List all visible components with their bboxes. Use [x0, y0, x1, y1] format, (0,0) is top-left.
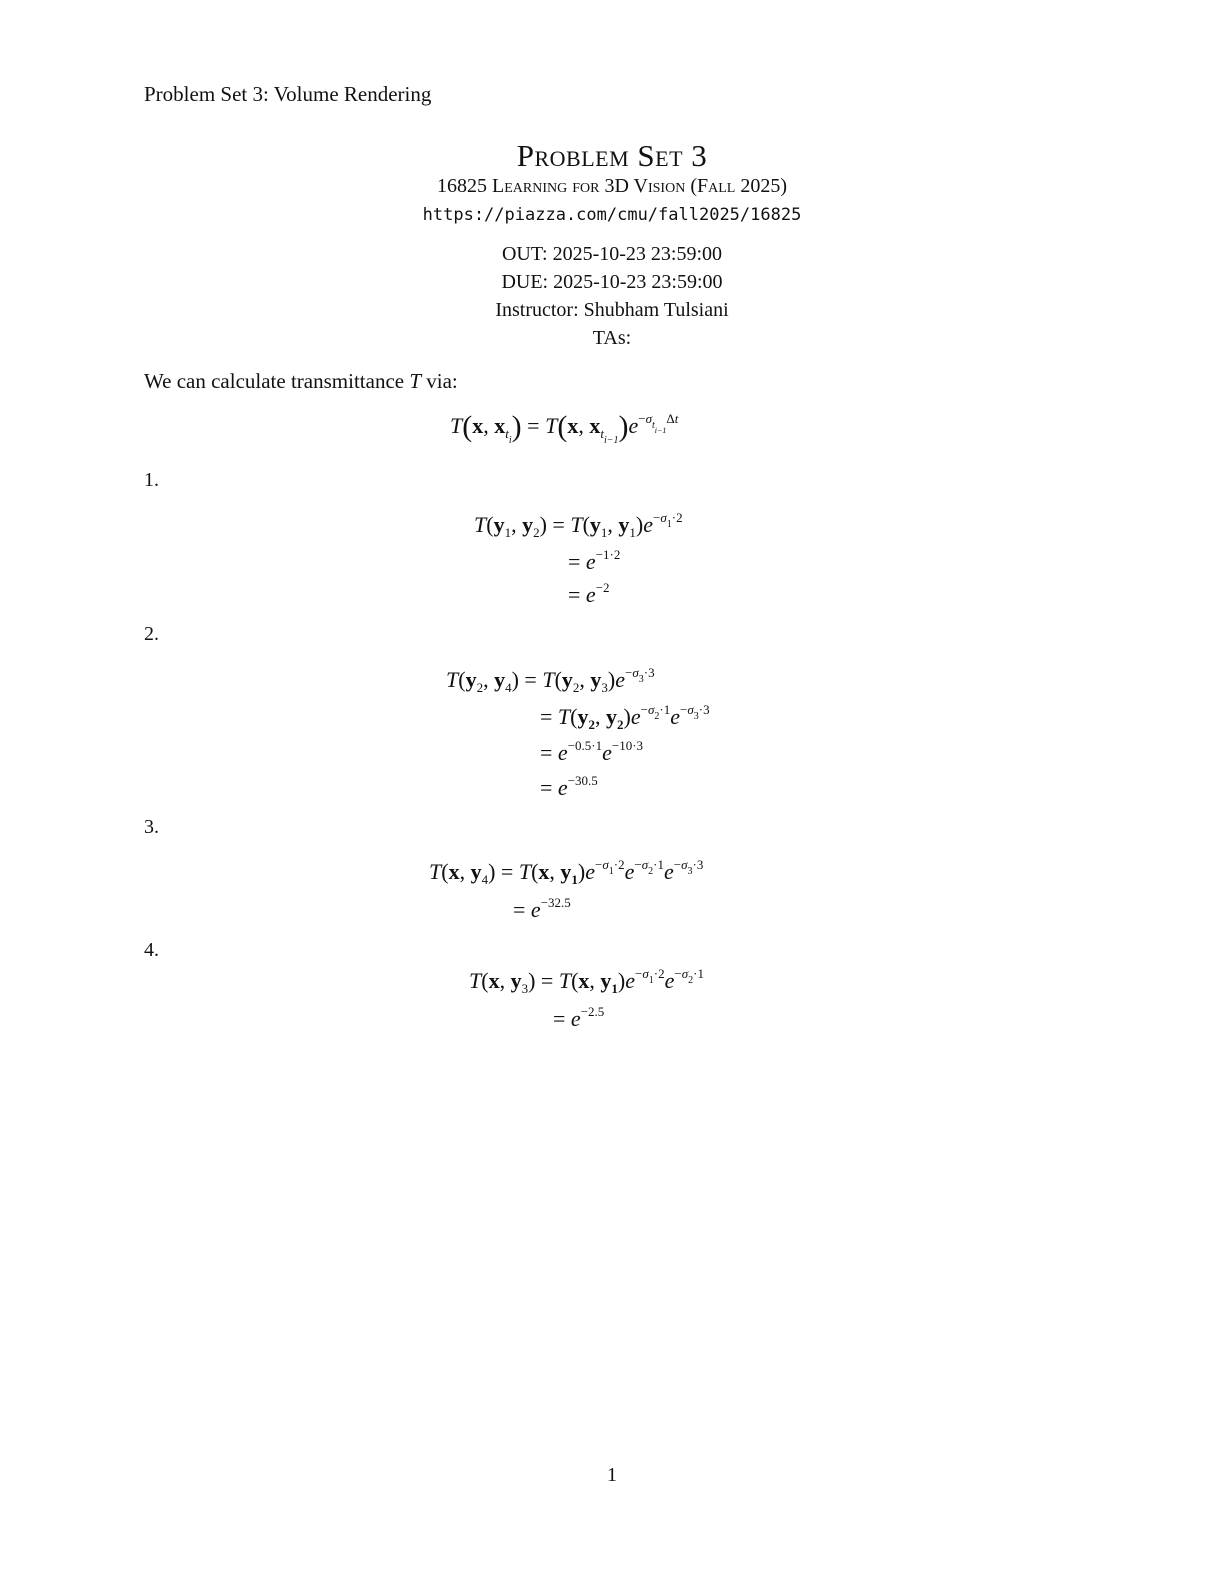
instructor: Instructor: Shubham Tulsiani: [495, 299, 729, 321]
page-number: 1: [607, 1464, 617, 1486]
problem-2-step-2: = $e^{-0.5\cdot 1}e^{-10\cdot 3}$: [540, 738, 644, 765]
transmittance-equation: T(x, $x_{t_i}) = T(x$, $x_{t_{i-1}})e^{-\sigma_{t_{i-1}}\Delta t}$: [450, 410, 679, 446]
out-date: OUT: 2025-10-23 23:59:00: [501, 243, 723, 265]
due-date: DUE: 2025-10-23 23:59:00: [501, 271, 723, 293]
running-header: Problem Set 3: Volume Rendering: [144, 82, 432, 106]
page-title: Problem Set 3: [516, 138, 708, 173]
problem-4-label: 4.: [144, 939, 159, 961]
problem-3-equation: T(x, $y_4) = T(x$, $y_1)e^{-\sigma_1\cdot 2}e^{-\sigma_2\cdot 1}e^{-\sigma_3\cdot 3}$: [429, 857, 704, 887]
problem-1-step-2: = $e^{-2}$: [568, 580, 610, 607]
tas: TAs:: [592, 327, 632, 349]
problem-2-label: 2.: [144, 623, 159, 645]
problem-2-equation: $T(y_2$, $y_4) = T(y_2$, $y_3)e^{-\sigma_3\cdot 3}$: [446, 665, 655, 695]
problem-2-step-3: = $e^{-30.5}$: [540, 773, 598, 800]
problem-2-step-1: = $T(y_2$, $y_2)e^{-\sigma_2\cdot 1}e^{-\sigma_3\cdot 3}$: [540, 702, 710, 732]
problem-3-label: 3.: [144, 816, 159, 838]
intro-paragraph: We can calculate transmittance T via:: [144, 369, 458, 393]
problem-1-step-1: = $e^{-1\cdot 2}$: [568, 547, 621, 574]
problem-1-label: 1.: [144, 469, 159, 491]
problem-1-equation: $T(y_1$, $y_2) = T(y_1$, $y_1)e^{-\sigma_1\cdot 2}$: [474, 510, 683, 540]
problem-4-equation: T(x, $y_3) = T(x$, $y_1)e^{-\sigma_1\cdot 2}e^{-\sigma_2\cdot 1}$: [469, 966, 704, 996]
problem-4-step-1: = $e^{-2.5}$: [553, 1004, 605, 1031]
problem-3-step-1: = $e^{-32.5}$: [513, 895, 571, 922]
course-url[interactable]: https://piazza.com/cmu/fall2025/16825: [422, 205, 802, 225]
course-name: 16825 Learning for 3D Vision (Fall 2025): [437, 175, 787, 197]
transmittance-variable: T: [409, 369, 422, 393]
